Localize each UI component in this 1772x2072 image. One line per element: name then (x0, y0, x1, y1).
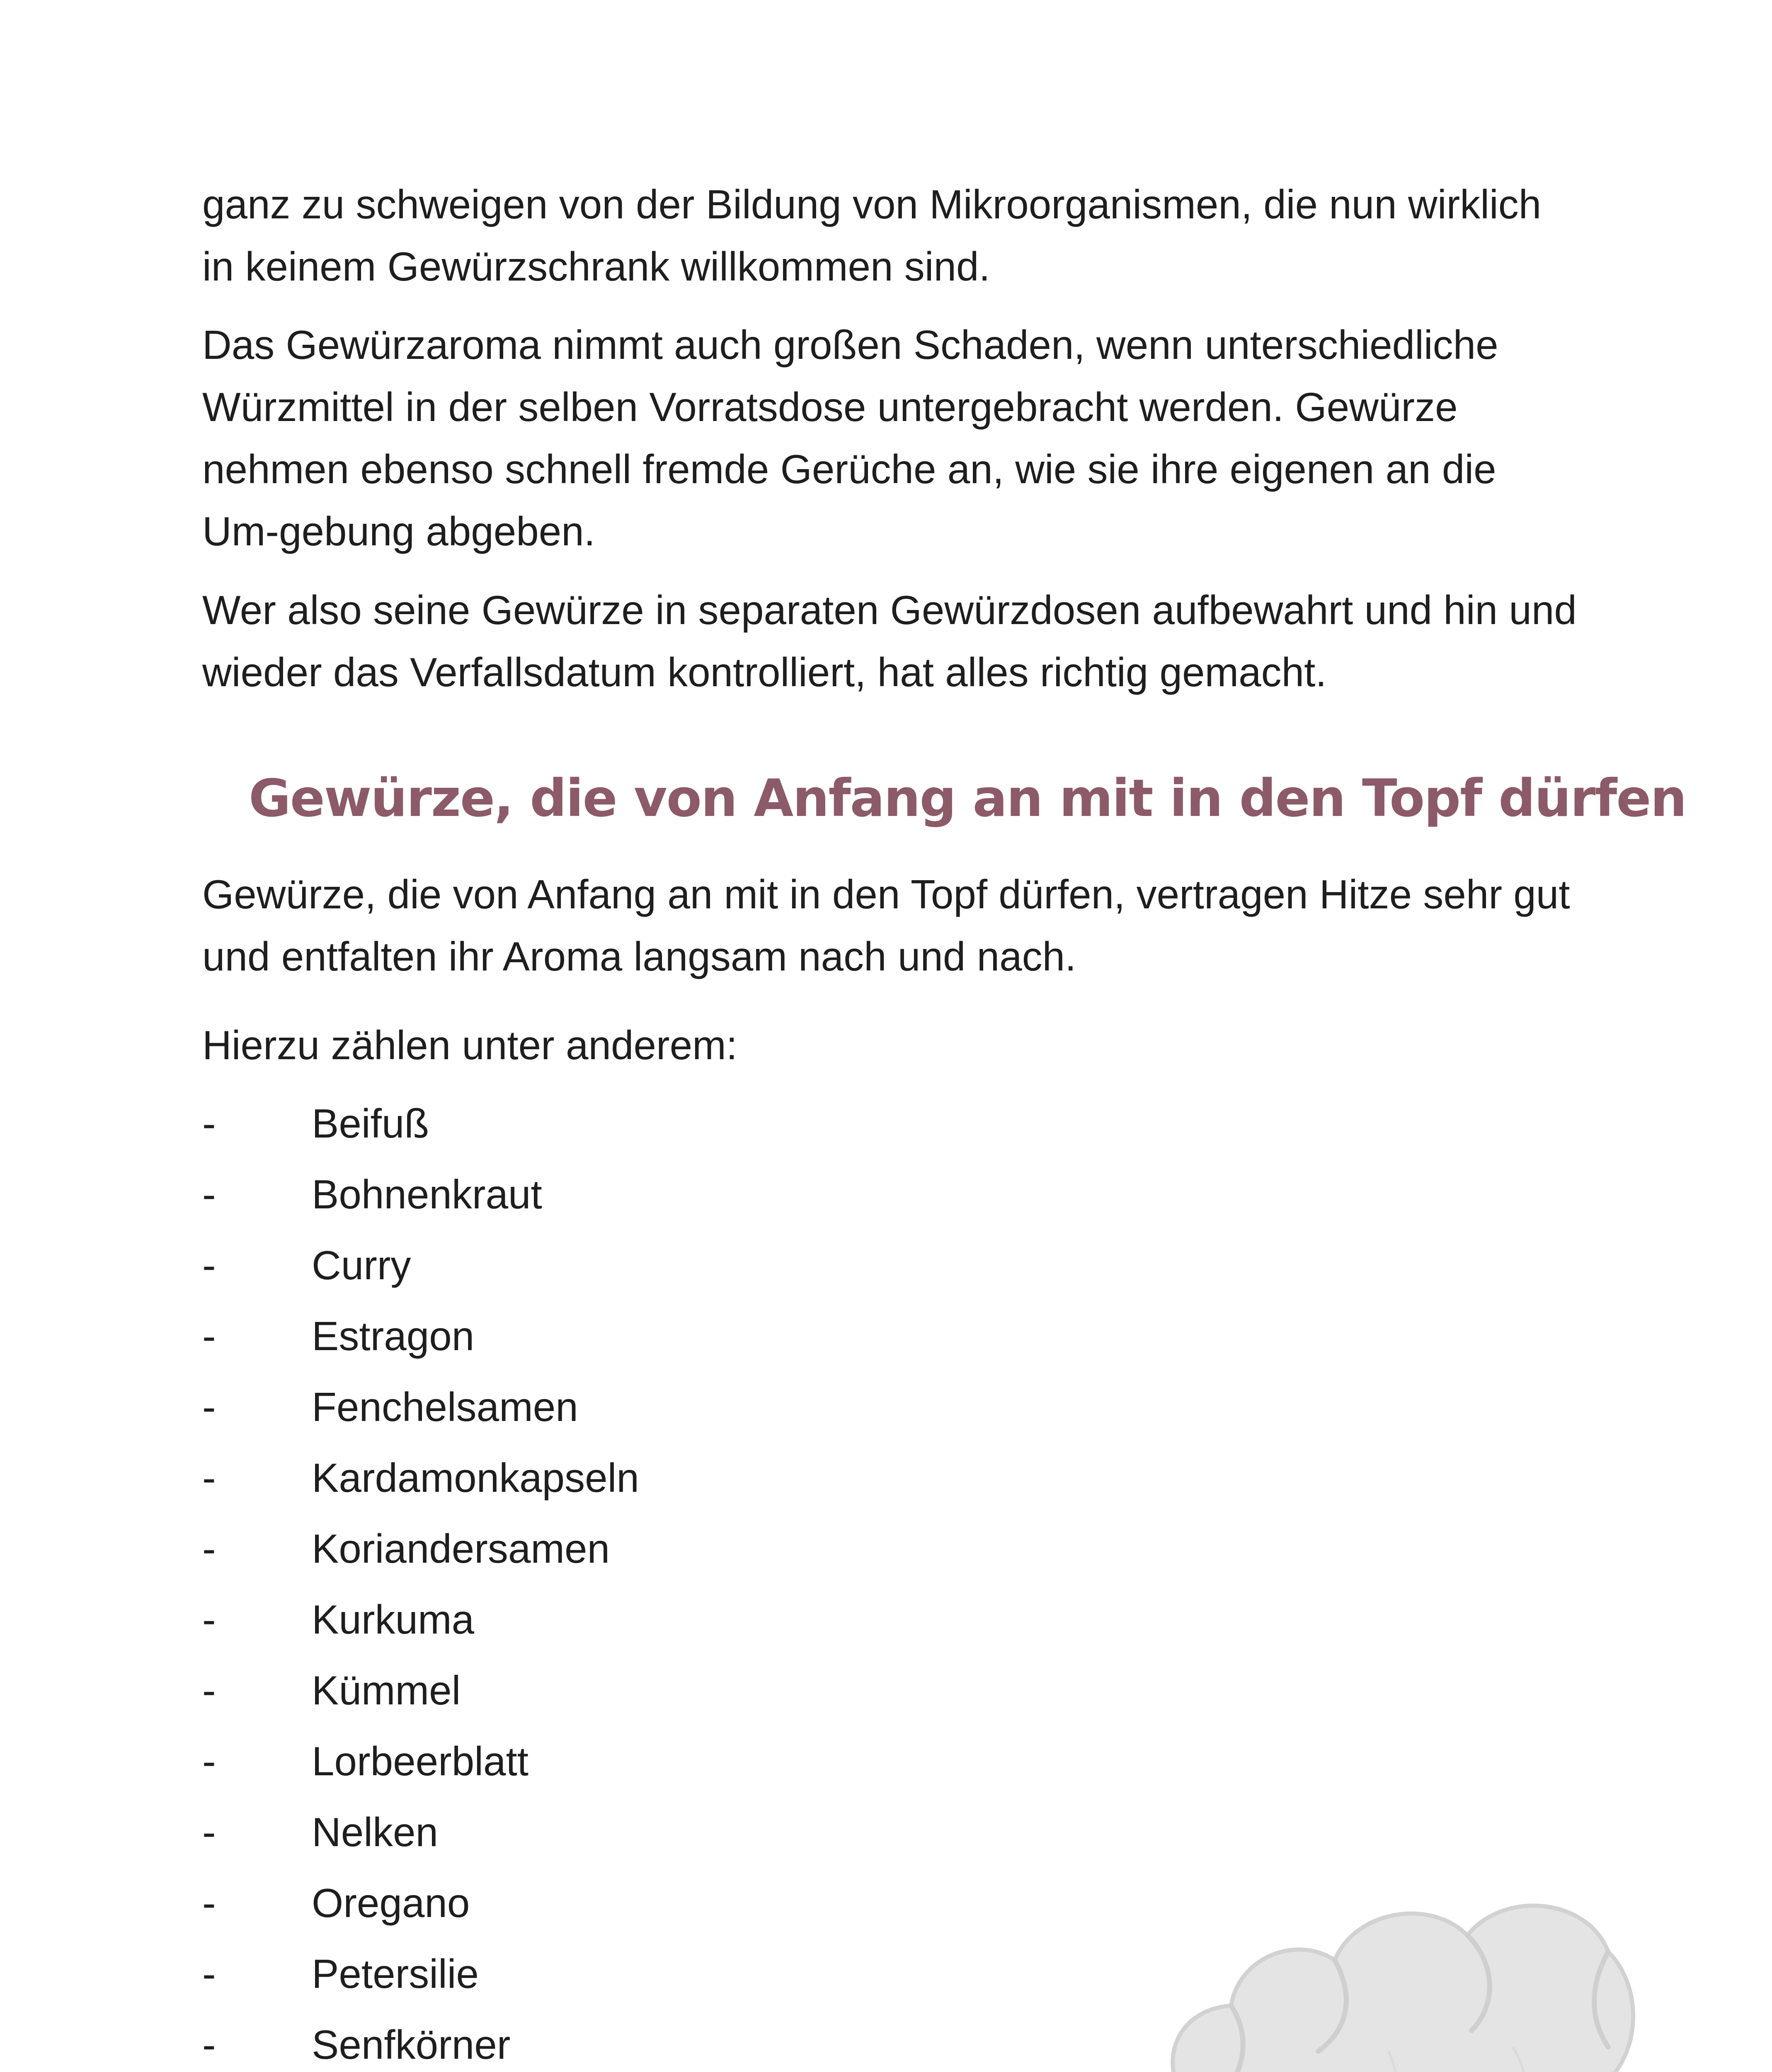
list-item (202, 1305, 639, 1376)
list-item (202, 1659, 639, 1730)
list-marker: - (202, 1951, 216, 1997)
list-item-label: Senfkörner (312, 2022, 511, 2067)
list-item-label: Nelken (312, 1809, 439, 1855)
list-marker: - (202, 1880, 216, 1926)
list-item-label: Estragon (312, 1313, 475, 1359)
list-item-label: Koriandersamen (312, 1526, 610, 1571)
list-marker: - (202, 1455, 216, 1501)
list-item-label: Curry (312, 1242, 411, 1288)
list-marker: - (202, 1668, 216, 1713)
list-marker: - (202, 1172, 216, 1217)
body-paragraph-4: Gewürze, die von Anfang an mit in den Topf dürfen, vertragen Hitze sehr gut und entfalten ihr Aroma langsam nach und nach. (202, 871, 1570, 979)
list-marker: - (202, 1313, 216, 1359)
list-marker: - (202, 1101, 216, 1146)
list-marker: - (202, 1526, 216, 1571)
spice-list (202, 1092, 639, 2072)
list-item (202, 1801, 639, 1872)
list-item (202, 1588, 639, 1659)
list-item-label: Petersilie (312, 1951, 479, 1997)
body-paragraph-2: Das Gewürzaroma nimmt auch großen Schaden, wenn unterschiedliche Würzmittel in der selben Vorratsdose untergebracht werden. Gewürze nehmen ebenso schnell fremde Gerüche an, wie sie ihre eigenen an die Um-gebung abgeben. (202, 322, 1498, 554)
list-marker: - (202, 1809, 216, 1855)
body-paragraph-1: ganz zu schweigen von der Bildung von Mikroorganismen, die nun wirklich in keinem Gewürzschrank willkommen sind. (202, 182, 1542, 289)
list-item-label: Fenchelsamen (312, 1384, 578, 1430)
list-item (202, 1943, 639, 2014)
list-item-label: Kurkuma (312, 1597, 475, 1642)
list-item (202, 1872, 639, 1943)
list-marker: - (202, 2022, 216, 2067)
list-item (202, 1163, 639, 1234)
body-paragraph-3: Wer also seine Gewürze in separaten Gewürzdosen aufbewahrt und hin und wieder das Verfallsdatum kontrolliert, hat alles richtig gemacht. (202, 587, 1577, 695)
list-item (202, 1234, 639, 1305)
list-item (202, 2014, 639, 2072)
list-marker: - (202, 1597, 216, 1642)
list-item (202, 1518, 639, 1588)
list-item (202, 1376, 639, 1447)
list-item-label: Beifuß (312, 1101, 429, 1146)
list-marker: - (202, 1384, 216, 1430)
list-item-label: Kardamonkapseln (312, 1455, 639, 1501)
body-paragraph-5: Hierzu zählen unter anderem: (202, 1022, 738, 1068)
list-item (202, 1447, 639, 1518)
list-item-label: Bohnenkraut (312, 1172, 542, 1217)
list-marker: - (202, 1242, 216, 1288)
list-item (202, 1730, 639, 1801)
list-item-label: Oregano (312, 1880, 470, 1926)
section-heading: Gewürze, die von Anfang an mit in den Topf dürfen (249, 769, 1686, 828)
list-item (202, 1092, 639, 1163)
list-item-label: Kümmel (312, 1668, 461, 1713)
list-item-label: Lorbeerblatt (312, 1738, 529, 1784)
list-marker: - (202, 1738, 216, 1784)
chef-hat-icon (1140, 1873, 1646, 2072)
